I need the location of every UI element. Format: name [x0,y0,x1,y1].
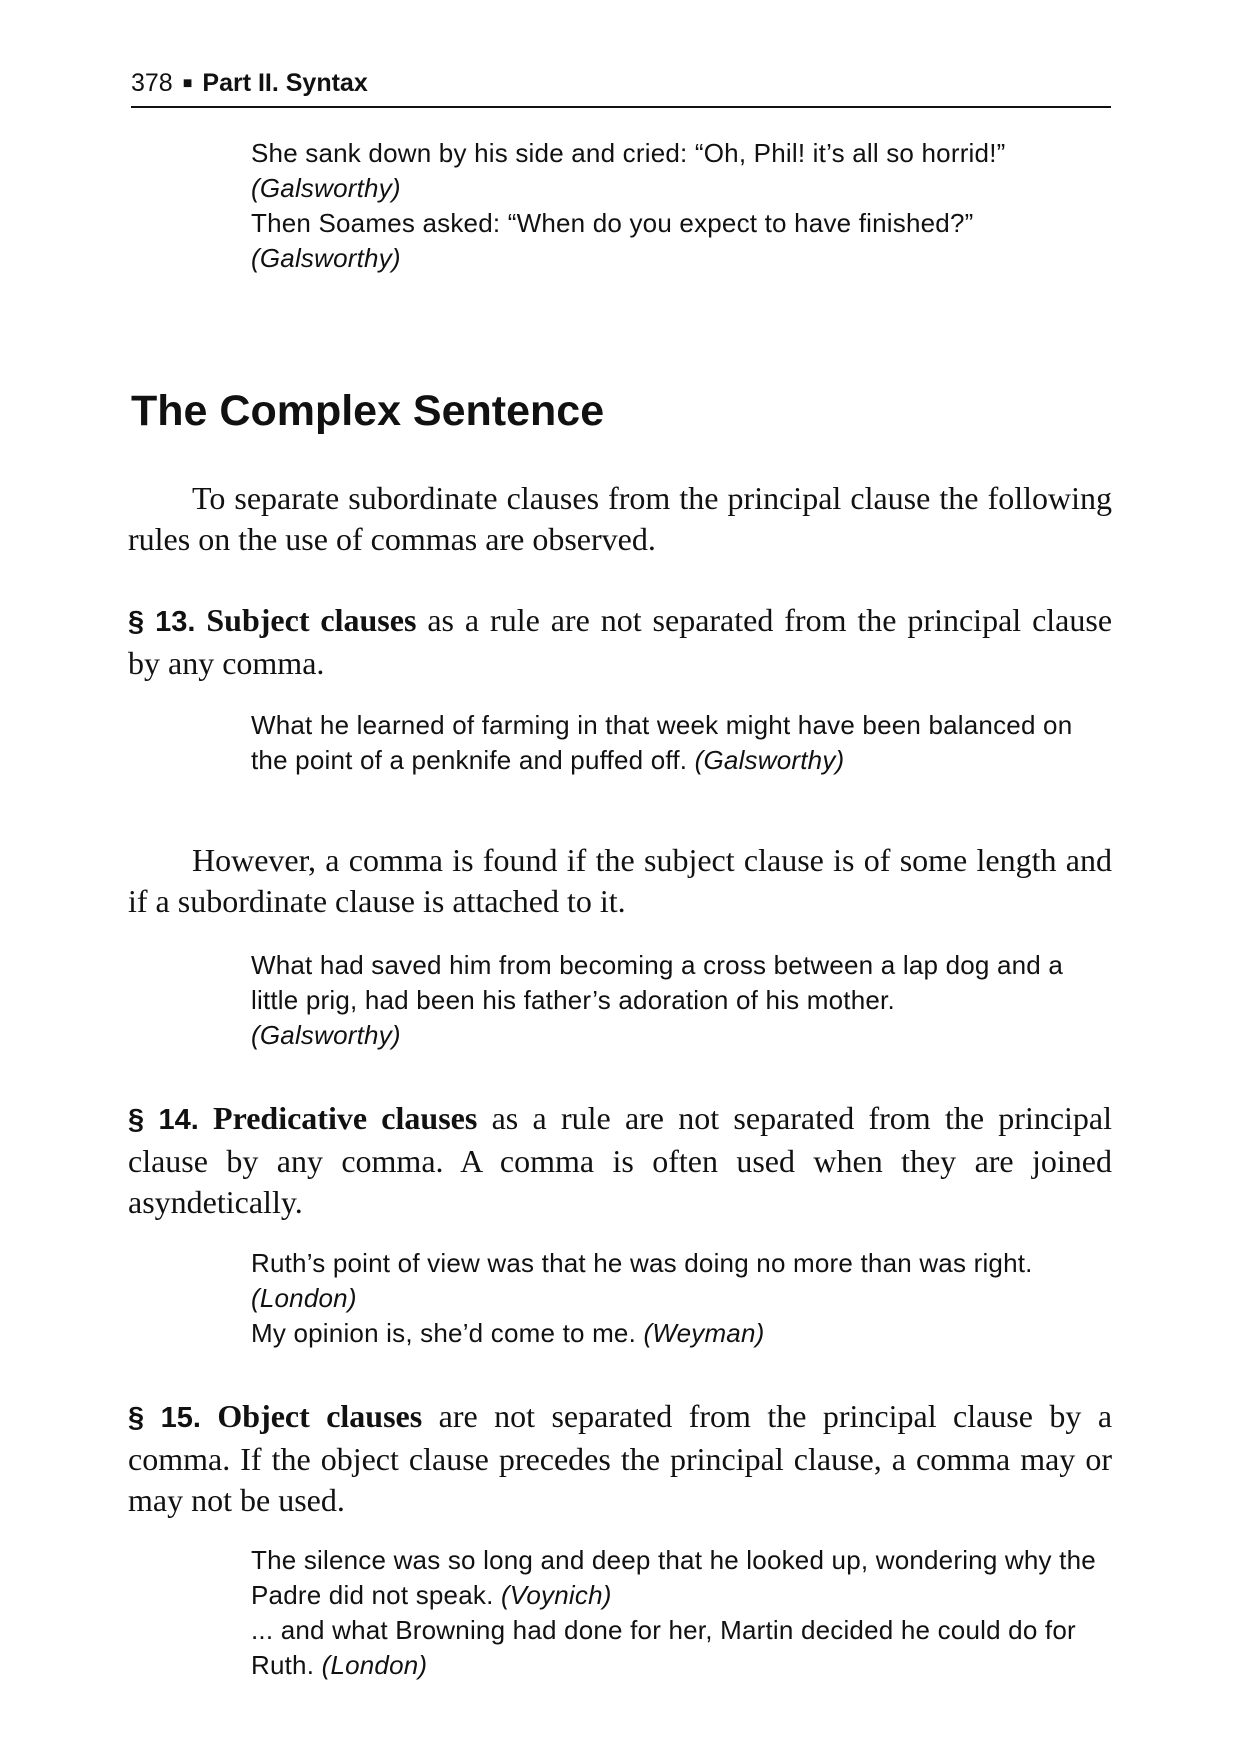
example-text: My opinion is, she’d come to me. [251,1318,637,1348]
page-number: 378 [131,69,173,97]
intro-examples [251,136,1116,276]
example-text: The silence was so long and deep that he looked up, wondering why the Padre did not speak. [251,1545,1096,1610]
example-line [251,206,1116,276]
followup-paragraph: However, a comma is found if the subject clause is of some length and if a subordinate clause is attached to it. [128,842,1112,919]
header-rule [131,106,1111,108]
example-source: (London) [251,1283,357,1313]
example-source: (Galsworthy) [251,243,401,273]
section-13-example [251,708,1116,778]
section-text: as a rule are not separated from the principal clause by any comma. A comma is often used when they are joined asyndetically. [128,1100,1113,1220]
example-line [251,708,1116,778]
example-line [251,948,1116,1053]
section-15-examples [251,1543,1116,1683]
section-text: as a rule are not separated from the principal clause by any comma. [128,602,1113,681]
section-term: Subject clauses [206,602,417,638]
section-paragraph [128,600,1112,684]
section-number: § 13. [128,606,196,638]
section-13-followup [128,840,1112,922]
running-head [131,66,1111,101]
example-text: ... and what Browning had done for her, Martin decided he could do for Ruth. [251,1615,1076,1680]
example-text: What he learned of farming in that week might have been balanced on the point of a penknife and puffed off. [251,710,1073,775]
bullet-separator: ■ [182,75,193,92]
section-term: Predicative clauses [213,1100,478,1136]
section-number: § 15. [128,1402,201,1434]
example-source: (Galsworthy) [251,1020,401,1050]
section-13 [128,600,1112,684]
section-number: § 14. [128,1104,199,1136]
example-text: What had saved him from becoming a cross between a lap dog and a little prig, had been his father’s adoration of his mother. [251,950,1064,1015]
example-source: (London) [321,1650,428,1680]
section-14-examples [251,1246,1116,1351]
example-line [251,1316,1116,1351]
example-source: (Galsworthy) [251,173,401,203]
intro-paragraph [128,478,1112,560]
section-14 [128,1098,1112,1223]
example-text: Then Soames asked: “When do you expect to have finished?” [251,208,974,238]
section-13-example-2 [251,948,1116,1053]
example-source: (Weyman) [643,1318,765,1348]
section-term: Object clauses [217,1398,423,1434]
section-paragraph [128,1098,1112,1223]
example-line [251,1246,1116,1316]
example-text: She sank down by his side and cried: “Oh, Phil! it’s all so horrid!” [251,138,1006,168]
example-line [251,1613,1116,1683]
section-paragraph [128,1396,1112,1521]
example-source: (Galsworthy) [694,745,845,775]
intro-paragraph-text: To separate subordinate clauses from the principal clause the following rules on the use of commas are observed. [128,480,1112,557]
example-text: Ruth’s point of view was that he was doing no more than was right. [251,1248,1033,1278]
section-15 [128,1396,1112,1521]
example-line [251,1543,1116,1613]
section-text: are not separated from the principal clause by a comma. If the object clause precedes the principal clause, a comma may or may not be used. [128,1398,1113,1518]
chapter-heading: The Complex Sentence [131,387,605,435]
example-source: (Voynich) [500,1580,612,1610]
example-line [251,136,1116,206]
running-head-section: Part II. Syntax [202,69,368,97]
